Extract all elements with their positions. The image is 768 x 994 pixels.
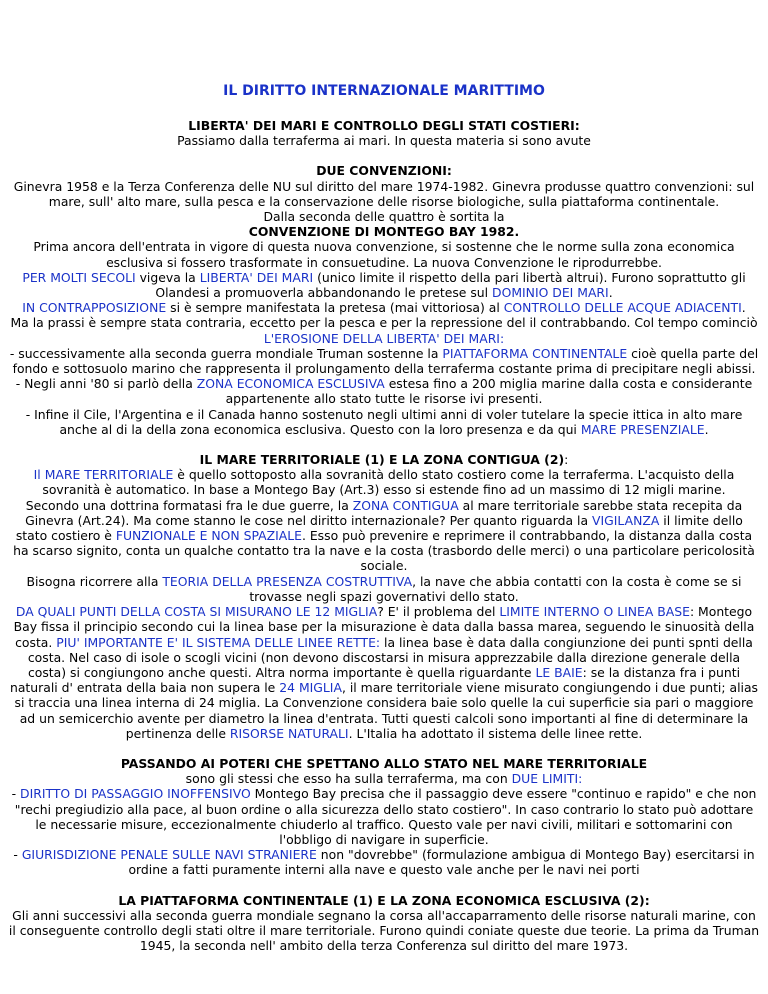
paragraph (8, 604, 760, 741)
highlight: ZONA CONTIGUA (352, 497, 459, 513)
highlight: LIMITE INTERNO O LINEA BASE (499, 604, 690, 620)
text: - (11, 786, 21, 802)
section-heading: LIBERTA' DEI MARI E CONTROLLO DEGLI STATI COSTIERI: (188, 118, 580, 133)
paragraph (8, 315, 760, 345)
paragraph (8, 467, 760, 497)
text: si è sempre manifestata la pretesa (mai vittoriosa) al (166, 300, 504, 316)
text: Bisogna ricorrere alla (26, 573, 163, 589)
paragraph: Dalla seconda delle quattro è sortita la (263, 209, 505, 225)
text: cioè quella parte del fondo e sottosuolo marino che rappresenta il prolungamento della terraferma costante prima di precipitare negli abissi. (12, 345, 759, 377)
paragraph: Passiamo dalla terraferma ai mari. In questa materia si sono avute (177, 133, 591, 149)
paragraph: Prima ancora dell'entrata in vigore di questa nuova convenzione, si sostenne che le norme sulla zona economica esclusiva si fossero trasformate in consuetudine. La nuova Convenzione le riprodurrebbe. (33, 239, 735, 270)
text: è quello sottoposto alla sovranità dello stato costiero come la terraferma. L'acquisto della sovranità è automatico. In base a Montego Bay (Art.3) esso si estende fino ad un massimo di 12 migli marine. (42, 467, 735, 498)
highlight: RISORSE NATURALI (229, 725, 349, 741)
paragraph (8, 786, 760, 847)
highlight: PIATTAFORMA CONTINENTALE (442, 345, 628, 361)
text: Montego Bay precisa che il passaggio deve essere "continuo e rapido" e che non "rechi pregiudizio alla pace, al buon ordine o alla sicurezza dello stato costiero". In caso contrario lo stato può adottare le necessarie misure, eccezionalmente chiuderlo al traffico. Questo vale per navi civili, militari e sottomarini con l'obbligo di navigare in superficie. (14, 786, 757, 847)
highlight: TEORIA DELLA PRESENZA COSTRUTTIVA (162, 573, 413, 589)
highlight: IN CONTRAPPOSIZIONE (22, 300, 167, 316)
text: non "dovrebbe" (formulazione ambigua di Montego Bay) esercitarsi in ordine a fatti puramente interni alla nave e questo vale anche per le navi nei porti (128, 847, 755, 878)
highlight: 24 MIGLIA (279, 680, 342, 696)
text: - (13, 847, 22, 863)
section-liberta-dei-mari (8, 118, 760, 148)
section-poteri-stato (8, 756, 760, 878)
subheading: CONVENZIONE DI MONTEGO BAY 1982. (248, 224, 520, 240)
section-heading: PASSANDO AI POTERI CHE SPETTANO ALLO STATO NEL MARE TERRITORIALE (120, 755, 648, 771)
highlight: CONTROLLO DELLE ACQUE ADIACENTI (503, 300, 742, 316)
text: - successivamente alla seconda guerra mondiale Truman sostenne la (9, 345, 443, 361)
highlight: DOMINIO DEI MARI (492, 285, 609, 301)
paragraph: Ginevra 1958 e la Terza Conferenza delle NU sul diritto del mare 1974-1982. Ginevra produsse quattro convenzioni: sul mare, sull' alto mare, sulla pesca e la conservazione delle risorse biologiche, sulla piattaforma continentale. (13, 178, 755, 209)
highlight: DUE LIMITI: (511, 771, 583, 787)
paragraph (8, 300, 760, 315)
section-mare-territoriale (8, 452, 760, 741)
text: estesa fino a 200 miglia marine dalla costa e considerante appartenente allo stato tutte le risorse ivi presenti. (225, 376, 753, 407)
text: . L'Italia ha adottato il sistema delle linee rette. (348, 725, 643, 741)
paragraph (8, 847, 760, 877)
document-title: IL DIRITTO INTERNAZIONALE MARITTIMO (223, 83, 545, 99)
text: il limite dello stato costiero è (15, 512, 743, 544)
section-piattaforma-zee (8, 893, 760, 954)
text: : se la distanza fra i punti naturali d' entrata della baia non supera le (9, 664, 741, 696)
highlight: PIU' IMPORTANTE E' IL SISTEMA DELLE LINEE RETTE: (56, 634, 381, 650)
paragraph (8, 376, 760, 406)
paragraph (8, 407, 760, 437)
text: . (741, 300, 746, 316)
text: , il mare territoriale viene misurato congiungendo i due punti; alias si traccia una linea interna di 24 miglia. La Convenzione considera baie solo quelle la cui superficie sia pari o maggiore ad un semicerchio avente per diametro la linea d'entrata. Tutti questi calcoli sono importanti al fine di determinare la pertinenza delle (14, 680, 759, 741)
text: , la nave che abbia contatti con la costa è come se si trovasse negli spazi governativi dello stato. (249, 573, 742, 604)
highlight: VIGILANZA (592, 512, 660, 528)
text: Secondo una dottrina formatasi fra le due guerre, la (25, 497, 353, 513)
text: la linea base è data dalla congiunzione dei punti spnti della costa. Nel caso di isole o scogli vicini (non devono discostarsi in misura apprezzabile dalla direzione generale della costa) si congiungono anche questi. Altra norma importante è quella riguardante (27, 634, 753, 680)
text: (unico limite il rispetto della pari libertà altrui). Furono soprattutto gli Olandesi a promuoverla abbandonando le pretese sul (155, 269, 746, 301)
paragraph (8, 346, 760, 376)
highlight: ZONA ECONOMICA ESCLUSIVA (196, 376, 385, 392)
highlight: PER MOLTI SECOLI (22, 269, 136, 285)
text: sono gli stessi che esso ha sulla terraferma, ma con (185, 771, 512, 787)
text: . (704, 421, 709, 437)
text: . Esso può prevenire e reprimere il contrabbando, la distanza dalla costa ha scarso signito, conta un qualche contatto tra la nave e la costa (trasbordo delle merci) o una particolare pericolosità sociale. (13, 528, 755, 574)
text: al mare territoriale sarebbe stata recepita da Ginevra (Art.24). Ma come stanno le cose nel diritto internazionale? Per quanto riguarda la (25, 497, 743, 528)
section-heading (8, 452, 760, 467)
paragraph: Gli anni successivi alla seconda guerra mondiale segnano la corsa all'accaparramento delle risorse naturali marine, con il conseguente controllo degli stati oltre il mare territoriale. Furono quindi coniate queste due teorie. La prima da Truman 1945, la seconda nell' ambito della terza Conferenza sul diritto del mare 1973. (8, 907, 760, 954)
paragraph (8, 771, 760, 786)
highlight: MARE PRESENZIALE (580, 421, 705, 437)
highlight: GIURISDIZIONE PENALE SULLE NAVI STRANIERE (21, 847, 317, 863)
text: Ma la prassi è sempre stata contraria, eccetto per la pesca e per la repressione del il contrabbando. Col tempo cominciò (10, 315, 758, 331)
paragraph (8, 574, 760, 604)
highlight: DIRITTO DI PASSAGGIO INOFFENSIVO (20, 786, 251, 802)
highlight: LE BAIE (535, 664, 583, 680)
highlight: DA QUALI PUNTI DELLA COSTA SI MISURANO LE 12 MIGLIA (15, 604, 378, 620)
highlight: LIBERTA' DEI MARI (199, 269, 314, 285)
paragraph (8, 270, 760, 300)
section-due-convenzioni (8, 163, 760, 437)
text: ? E' il problema del (377, 604, 500, 620)
paragraph (8, 498, 760, 574)
section-heading: DUE CONVENZIONI: (316, 163, 452, 179)
heading-text: IL MARE TERRITORIALE (1) E LA ZONA CONTIGUA (2) (199, 452, 565, 468)
text: - Negli anni '80 si parlò della (15, 376, 197, 392)
text: : Montego Bay fissa il principio secondo cui la linea base per la misurazione è data dalla bassa marea, seguendo le sinuosità della costa. (13, 604, 755, 650)
text: vigeva la (135, 269, 200, 285)
highlight: FUNZIONALE E NON SPAZIALE (115, 528, 302, 544)
text: . (608, 285, 613, 301)
text: - Infine il Cile, l'Argentina e il Canada hanno sostenuto negli ultimi anni di voler tutelare la specie ittica in alto mare anche al di la della zona economica esclusiva. Questo con la loro presenza e da qui (25, 406, 743, 437)
highlight: L'EROSIONE DELLA LIBERTA' DEI MARI: (263, 330, 505, 346)
text: : (564, 452, 569, 468)
highlight: Il MARE TERRITORIALE (33, 467, 174, 483)
section-heading: LA PIATTAFORMA CONTINENTALE (1) E LA ZONA ECONOMICA ESCLUSIVA (2): (118, 892, 650, 908)
